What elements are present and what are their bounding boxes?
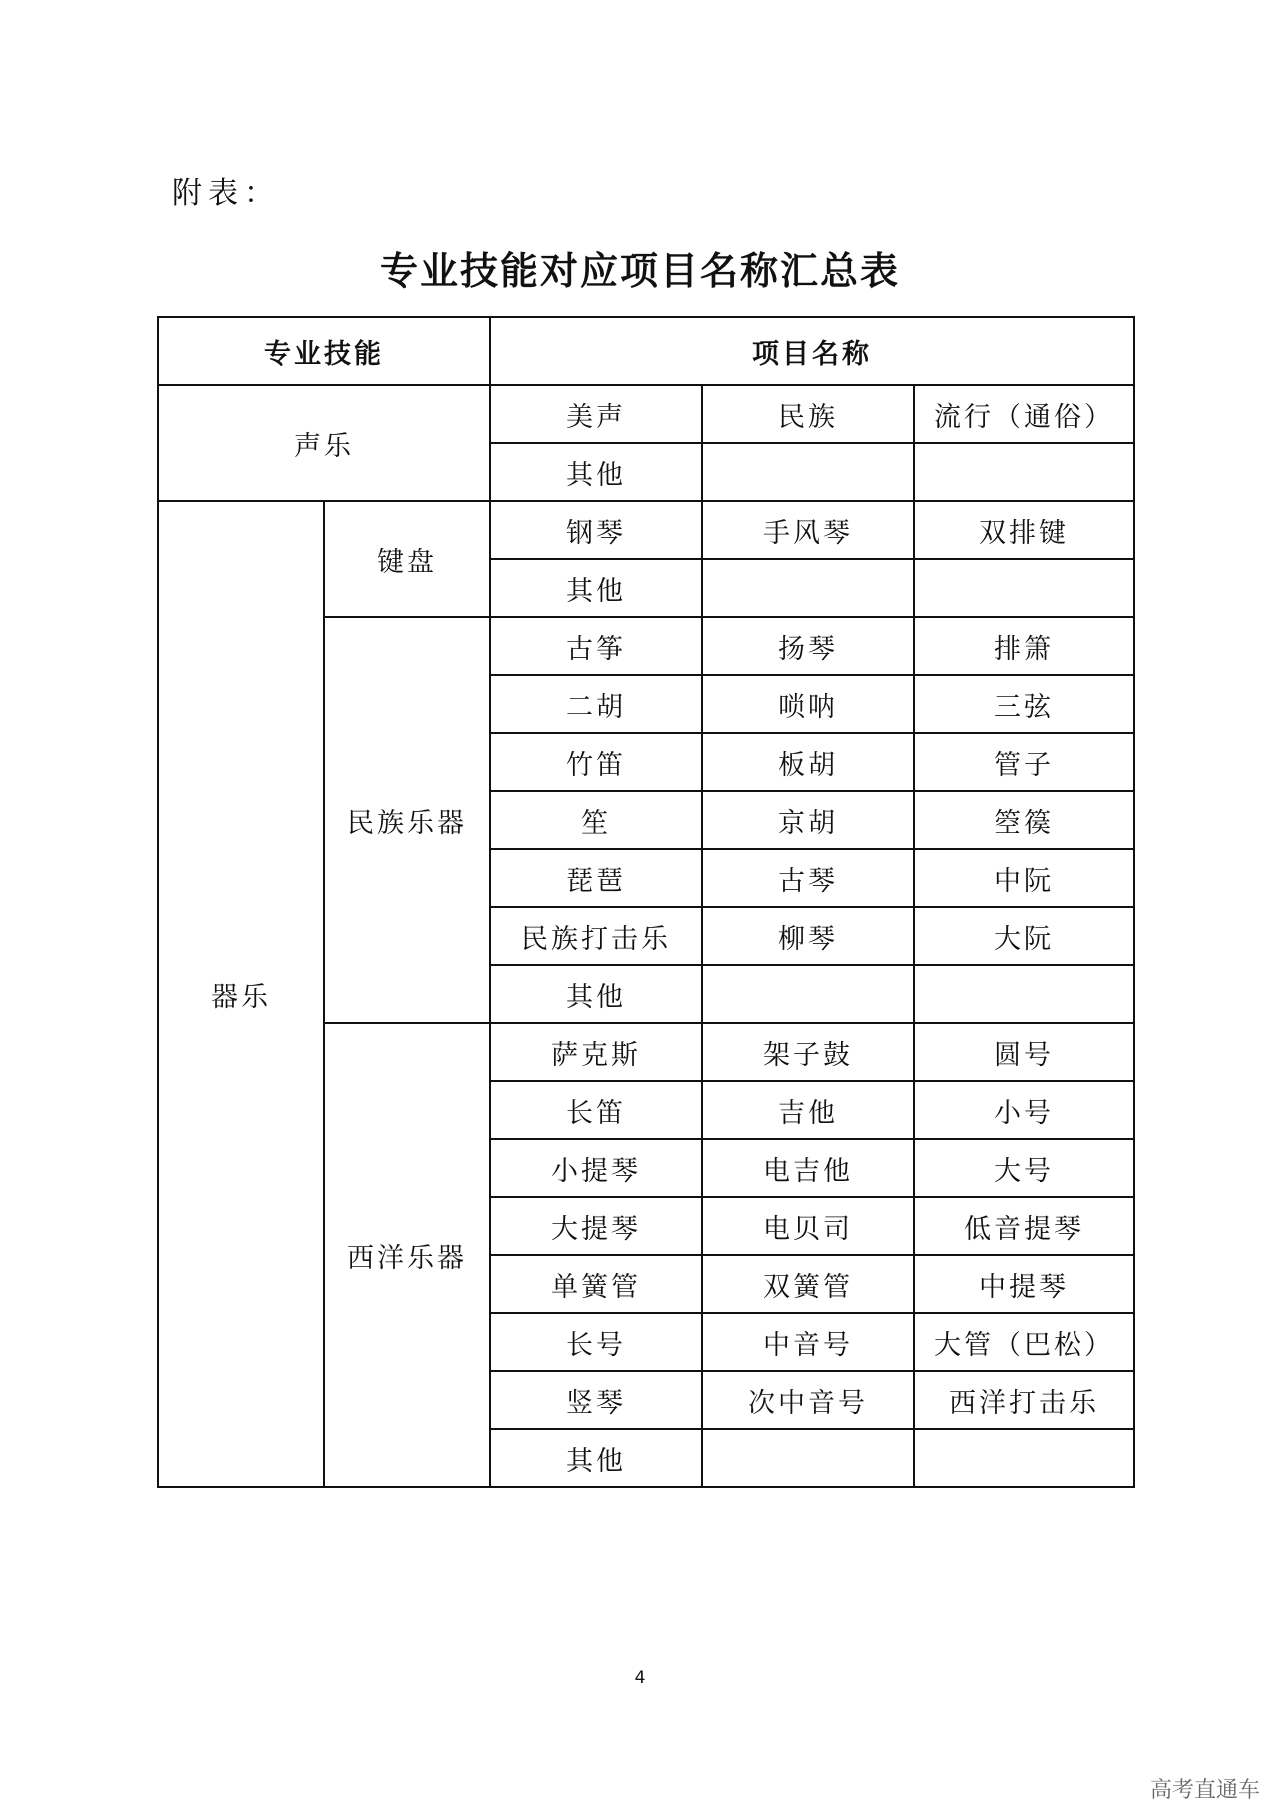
item-cell: 次中音号 [702,1371,914,1429]
item-cell: 其他 [490,443,702,501]
item-cell: 柳琴 [702,907,914,965]
item-cell [914,559,1134,617]
item-cell [914,443,1134,501]
item-cell: 大提琴 [490,1197,702,1255]
item-cell: 笙 [490,791,702,849]
item-cell: 古筝 [490,617,702,675]
item-cell: 古琴 [702,849,914,907]
item-cell: 手风琴 [702,501,914,559]
item-cell [914,1429,1134,1487]
item-cell: 架子鼓 [702,1023,914,1081]
item-cell: 唢呐 [702,675,914,733]
item-cell: 三弦 [914,675,1134,733]
subcategory-cell: 键盘 [324,501,490,617]
item-cell [702,559,914,617]
item-cell: 二胡 [490,675,702,733]
item-cell: 流行（通俗） [914,385,1134,443]
item-cell: 美声 [490,385,702,443]
item-cell: 钢琴 [490,501,702,559]
item-cell: 箜篌 [914,791,1134,849]
item-cell: 民族 [702,385,914,443]
item-cell: 其他 [490,965,702,1023]
item-cell: 中阮 [914,849,1134,907]
item-cell: 板胡 [702,733,914,791]
item-cell: 电贝司 [702,1197,914,1255]
item-cell: 长号 [490,1313,702,1371]
table-row [158,501,1134,559]
item-cell: 双簧管 [702,1255,914,1313]
category-vocal: 声乐 [158,385,490,501]
item-cell: 大管（巴松） [914,1313,1134,1371]
item-cell: 琵琶 [490,849,702,907]
item-cell: 京胡 [702,791,914,849]
item-cell: 中提琴 [914,1255,1134,1313]
category-instrumental: 器乐 [158,501,324,1487]
subcategory-cell: 西洋乐器 [324,1023,490,1487]
item-cell: 大阮 [914,907,1134,965]
item-cell [702,1429,914,1487]
item-cell: 长笛 [490,1081,702,1139]
item-cell: 低音提琴 [914,1197,1134,1255]
item-cell: 西洋打击乐 [914,1371,1134,1429]
item-cell: 小提琴 [490,1139,702,1197]
header-skill: 专业技能 [158,317,490,385]
item-cell: 其他 [490,559,702,617]
item-cell [914,965,1134,1023]
item-cell: 管子 [914,733,1134,791]
item-cell: 电吉他 [702,1139,914,1197]
item-cell: 双排键 [914,501,1134,559]
item-cell [702,965,914,1023]
item-cell: 小号 [914,1081,1134,1139]
item-cell: 单簧管 [490,1255,702,1313]
item-cell: 中音号 [702,1313,914,1371]
header-items: 项目名称 [490,317,1134,385]
page-number: 4 [634,1668,646,1688]
document-title: 专业技能对应项目名称汇总表 [379,249,900,293]
header-row [158,317,1134,385]
attachment-label: 附表： [172,176,280,211]
item-cell: 扬琴 [702,617,914,675]
item-cell: 其他 [490,1429,702,1487]
item-cell: 圆号 [914,1023,1134,1081]
item-cell: 民族打击乐 [490,907,702,965]
item-cell [702,443,914,501]
item-cell: 竹笛 [490,733,702,791]
table-row [158,385,1134,443]
subcategory-cell: 民族乐器 [324,617,490,1023]
summary-table [157,316,1135,1488]
item-cell: 萨克斯 [490,1023,702,1081]
item-cell: 竖琴 [490,1371,702,1429]
item-cell: 大号 [914,1139,1134,1197]
watermark: 高考直通车 [1149,1778,1260,1803]
item-cell: 吉他 [702,1081,914,1139]
item-cell: 排箫 [914,617,1134,675]
